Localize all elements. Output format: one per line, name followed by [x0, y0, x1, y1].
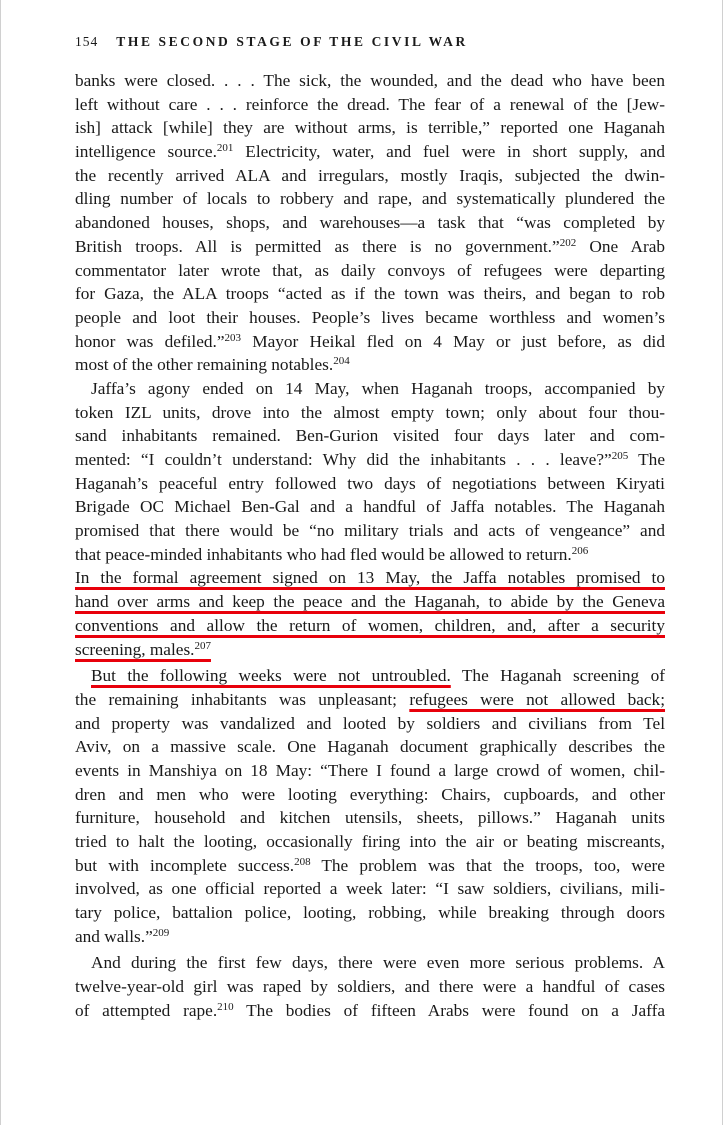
text-line: honor was defiled.”$^{203}$ Mayor Heikal fled on 4 May or just before, as did	[75, 331, 665, 351]
text-line: furniture, household and kitchen utensils, sheets, pillows.” Haganah units	[75, 808, 665, 828]
text-line: of attempted rape.$^{210}$ The bodies of fifteen Arabs were found on a Jaffa	[75, 1000, 666, 1020]
text-line: the remaining inhabitants was unpleasant; refugees were not allowed back;	[75, 689, 666, 709]
text-line: commentator later wrote that, as daily convoys of refugees were departing	[75, 260, 665, 280]
highlighted-passage: In the formal agreement signed on 13 May, the Jaffa notables promised to	[75, 568, 665, 588]
text-line: abandoned houses, shops, and warehouses—a task that “was completed by	[75, 213, 665, 233]
text-line: mented: “I couldn’t understand: Why did the inhabitants . . . leave?”$^{205}$ The	[75, 450, 665, 469]
footnote-ref: 209	[152, 926, 170, 939]
text-line: the recently arrived ALA and irregulars, mostly Iraqis, subjected the dwin-	[75, 165, 665, 185]
footnote-ref: 202	[559, 236, 577, 249]
highlighted-passage: refugees were not allowed back;	[409, 689, 666, 709]
text-line: Haganah’s peaceful entry followed two days of negotiations between Kiryati	[75, 473, 665, 493]
footnote-ref: 203	[224, 331, 242, 344]
text-line: twelve-year-old girl was raped by soldiers, and there were a handful of cases	[75, 977, 665, 997]
body-text	[75, 69, 665, 1023]
highlighted-passage: hand over arms and keep the peace and the Haganah, to abide by the Geneva	[75, 592, 665, 612]
text-line: dren and men who were looting everything: Chairs, cupboards, and other	[75, 784, 665, 804]
footnote-ref: 210	[217, 1000, 234, 1013]
text-line: for Gaza, the ALA troops “acted as if the town was theirs, and began to rob	[75, 284, 665, 304]
text-line	[75, 614, 665, 638]
text-line: but with incomplete success.$^{208}$ The problem was that the troops, too, were	[75, 855, 665, 875]
text-line	[75, 590, 665, 614]
footnote-ref: 206	[571, 544, 589, 557]
text-line: events in Manshiya on 18 May: “There I found a large crowd of women, chil-	[75, 760, 665, 780]
highlighted-passage: But the following weeks were not untroubled.	[91, 666, 451, 686]
text-line: and walls.”$^{209}$	[75, 926, 170, 946]
text-line: that peace-minded inhabitants who had fled would be allowed to return.$^{206}$	[75, 544, 589, 564]
footnote-ref: 201	[216, 142, 234, 155]
text-line	[75, 566, 665, 590]
text-line: tried to halt the looting, occasionally firing into the air or beating miscreants,	[75, 832, 665, 851]
text-line: dling number of locals to robbery and rape, and systematically plundered the	[75, 189, 665, 209]
paragraph-start: And during the first few days, there were even more serious problems. A	[91, 953, 665, 973]
page-number: 154	[75, 34, 99, 49]
text-line: Brigade OC Michael Ben-Gal and a handful of Jaffa notables. The Haganah	[75, 497, 665, 517]
highlighted-passage: conventions and allow the return of women, children, and, after a security	[75, 615, 665, 635]
text-line: Aviv, on a massive scale. One Haganah document graphically describes the	[75, 737, 665, 757]
paragraph-start: But the following weeks were not untroubled. The Haganah screening of	[91, 666, 665, 686]
text-line: people and loot their houses. People’s lives became worthless and women’s	[75, 307, 665, 327]
text-line: intelligence source.$^{201}$ Electricity, water, and fuel were in short supply, and	[75, 142, 665, 162]
text-line: involved, as one official reported a week later: “I saw soldiers, civilians, mili-	[75, 879, 665, 899]
highlighted-passage: screening, males.$^{207}$	[75, 639, 211, 659]
text-line: and property was vandalized and looted by soldiers and civilians from Tel	[75, 713, 665, 733]
chapter-title: THE SECOND STAGE OF THE CIVIL WAR	[116, 34, 468, 49]
text-line: promised that there would be “no military trials and acts of vengeance” and	[75, 521, 665, 541]
footnote-ref: 207	[194, 639, 211, 652]
text-line: left without care . . . reinforce the dread. The fear of a renewal of the [Jew-	[75, 94, 665, 114]
text-line: sand inhabitants remained. Ben-Gurion visited four days later and com-	[75, 426, 665, 446]
text-line: token IZL units, drove into the almost empty town; only about four thou-	[75, 402, 665, 422]
text-line: tary police, battalion police, looting, robbing, while breaking through doors	[75, 903, 665, 923]
running-head	[75, 34, 665, 50]
paragraph-start: Jaffa’s agony ended on 14 May, when Haganah troops, accompanied by	[91, 378, 665, 398]
footnote-ref: 208	[294, 855, 311, 868]
text-line: ish] attack [while] they are without arms, is terrible,” reported one Haganah	[75, 118, 665, 138]
footnote-ref: 204	[333, 355, 350, 368]
text-line: most of the other remaining notables.$^{204}$	[75, 355, 350, 375]
text-line	[75, 638, 665, 662]
text-line: British troops. All is permitted as there is no government.”$^{202}$ One Arab	[75, 236, 666, 256]
text-line: banks were closed. . . . The sick, the wounded, and the dead who have been	[75, 71, 665, 90]
footnote-ref: 205	[611, 450, 629, 462]
